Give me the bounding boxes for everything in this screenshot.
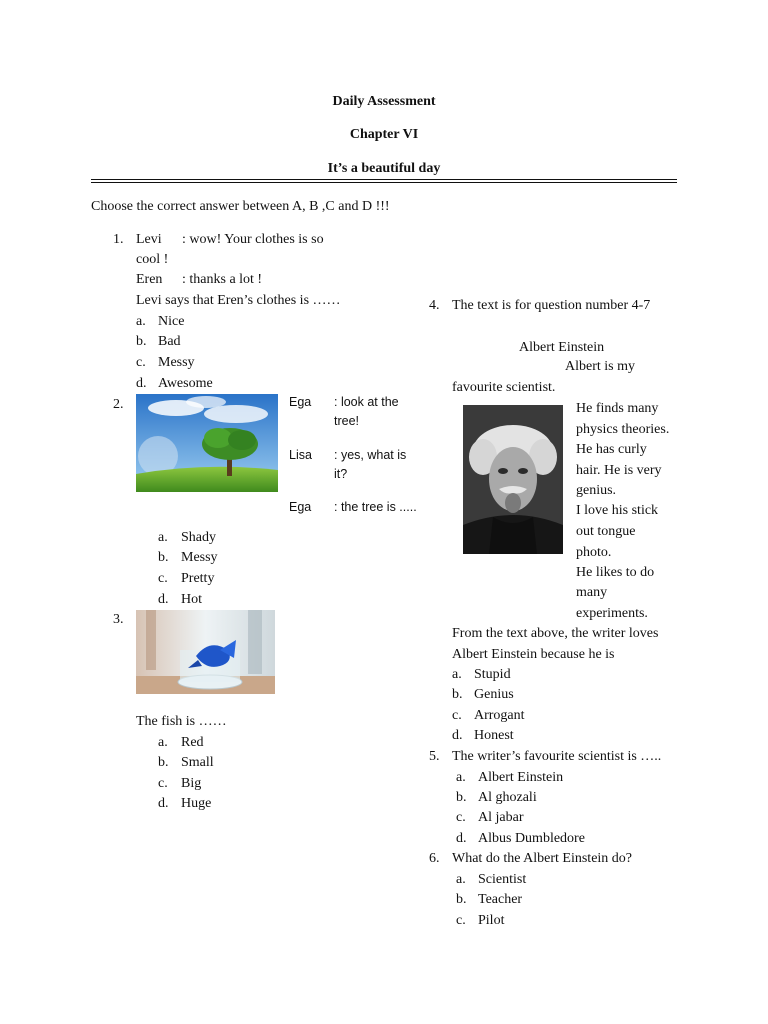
q3-option-a-letter: a. <box>158 735 168 750</box>
q1-option-b: Bad <box>158 334 181 349</box>
einstein-photo <box>463 405 563 554</box>
q5-option-d: Albus Dumbledore <box>478 831 585 846</box>
q6-option-b-letter: b. <box>456 892 467 907</box>
reading-line-2: favourite scientist. <box>452 380 556 395</box>
q1-speaker-levi: Levi <box>136 232 162 247</box>
q4-option-b: Genius <box>474 687 514 702</box>
q1-line-1b: cool ! <box>136 252 169 267</box>
q6-question: What do the Albert Einstein do? <box>452 851 633 866</box>
q5-question: The writer’s favourite scientist is ….. <box>452 749 662 764</box>
q6-option-a-letter: a. <box>456 872 466 887</box>
q6-option-c-letter: c. <box>456 913 466 928</box>
q2-option-d-letter: d. <box>158 592 169 607</box>
q3-option-d: Huge <box>181 796 212 811</box>
q2-line-1a: : look at the <box>334 395 399 409</box>
q2-line-2b: it? <box>334 467 348 481</box>
reading-side-line-6: I love his stick <box>576 503 659 518</box>
q1-option-c: Messy <box>158 355 195 370</box>
q2-option-c-letter: c. <box>158 571 168 586</box>
q2-option-b-letter: b. <box>158 550 169 565</box>
reading-side-line-8: photo. <box>576 545 612 560</box>
reading-side-line-3: He has curly <box>576 442 647 457</box>
reading-side-line-9: He likes to do <box>576 565 655 580</box>
q3-option-b: Small <box>181 755 214 770</box>
q1-number: 1. <box>113 232 124 247</box>
q3-option-c-letter: c. <box>158 776 168 791</box>
q5-option-a: Albert Einstein <box>478 770 564 785</box>
q3-question: The fish is …… <box>136 714 227 729</box>
reading-side-line-7: out tongue <box>576 524 636 539</box>
q1-speaker-eren: Eren <box>136 272 163 287</box>
q4-intro: The text is for question number 4-7 <box>452 298 651 313</box>
q4-option-a: Stupid <box>474 667 511 682</box>
q2-number: 2. <box>113 397 124 412</box>
doc-subtitle: It’s a beautiful day <box>327 161 441 176</box>
header-rule-top <box>91 179 677 180</box>
q2-option-b: Messy <box>181 550 218 565</box>
q6-option-a: Scientist <box>478 872 527 887</box>
q5-number: 5. <box>429 749 440 764</box>
reading-side-line-11: experiments. <box>576 606 648 621</box>
instruction-text: Choose the correct answer between A, B ,C and D !!! <box>91 199 390 214</box>
q2-option-c: Pretty <box>181 571 215 586</box>
q5-option-a-letter: a. <box>456 770 466 785</box>
q4-question-line-1: From the text above, the writer loves <box>452 626 659 641</box>
chapter-heading: Chapter VI <box>349 127 419 142</box>
q2-option-a: Shady <box>181 530 216 545</box>
doc-title: Daily Assessment <box>332 94 436 109</box>
q6-number: 6. <box>429 851 440 866</box>
q3-number: 3. <box>113 612 124 627</box>
q4-option-c-letter: c. <box>452 708 462 723</box>
q4-option-d: Honest <box>474 728 514 743</box>
q1-option-a-letter: a. <box>136 314 146 329</box>
reading-side-line-1: He finds many <box>576 401 659 416</box>
q5-option-d-letter: d. <box>456 831 467 846</box>
q1-option-d: Awesome <box>158 376 213 391</box>
reading-side-line-5: genius. <box>576 483 617 498</box>
reading-side-line-2: physics theories. <box>576 422 670 437</box>
q6-option-b: Teacher <box>478 892 523 907</box>
q5-option-b-letter: b. <box>456 790 467 805</box>
q1-option-b-letter: b. <box>136 334 147 349</box>
reading-title: Albert Einstein <box>519 340 605 355</box>
q2-speaker-ega-1: Ega <box>289 395 312 409</box>
q2-speaker-lisa: Lisa <box>289 448 312 462</box>
q1-question: Levi says that Eren’s clothes is …… <box>136 293 341 308</box>
q2-line-1b: tree! <box>334 414 360 428</box>
q1-option-d-letter: d. <box>136 376 147 391</box>
q3-option-c: Big <box>181 776 202 791</box>
q4-question-line-2: Albert Einstein because he is <box>452 647 615 662</box>
q2-option-a-letter: a. <box>158 530 168 545</box>
reading-line-1: Albert is my <box>565 359 635 374</box>
q3-option-b-letter: b. <box>158 755 169 770</box>
q4-option-d-letter: d. <box>452 728 463 743</box>
q2-line-2a: : yes, what is <box>334 448 407 462</box>
q1-line-2: : thanks a lot ! <box>182 272 263 287</box>
reading-side-line-10: many <box>576 585 608 600</box>
q1-option-c-letter: c. <box>136 355 146 370</box>
q4-option-a-letter: a. <box>452 667 462 682</box>
reading-side-line-4: hair. He is very <box>576 463 662 478</box>
q2-line-3: : the tree is ..... <box>334 500 417 514</box>
q4-number: 4. <box>429 298 440 313</box>
q5-option-c-letter: c. <box>456 810 466 825</box>
q4-option-b-letter: b. <box>452 687 463 702</box>
tree-landscape-image <box>136 394 278 492</box>
q4-option-c: Arrogant <box>474 708 525 723</box>
q2-option-d: Hot <box>181 592 202 607</box>
q1-option-a: Nice <box>158 314 185 329</box>
blue-fish-bowl-image <box>136 610 275 694</box>
header-rule-bottom <box>91 182 677 183</box>
q3-option-a: Red <box>181 735 204 750</box>
q5-option-c: Al jabar <box>478 810 524 825</box>
q6-option-c: Pilot <box>478 913 505 928</box>
q1-line-1a: : wow! Your clothes is so <box>182 232 324 247</box>
q3-option-d-letter: d. <box>158 796 169 811</box>
q2-speaker-ega-2: Ega <box>289 500 312 514</box>
q5-option-b: Al ghozali <box>478 790 537 805</box>
